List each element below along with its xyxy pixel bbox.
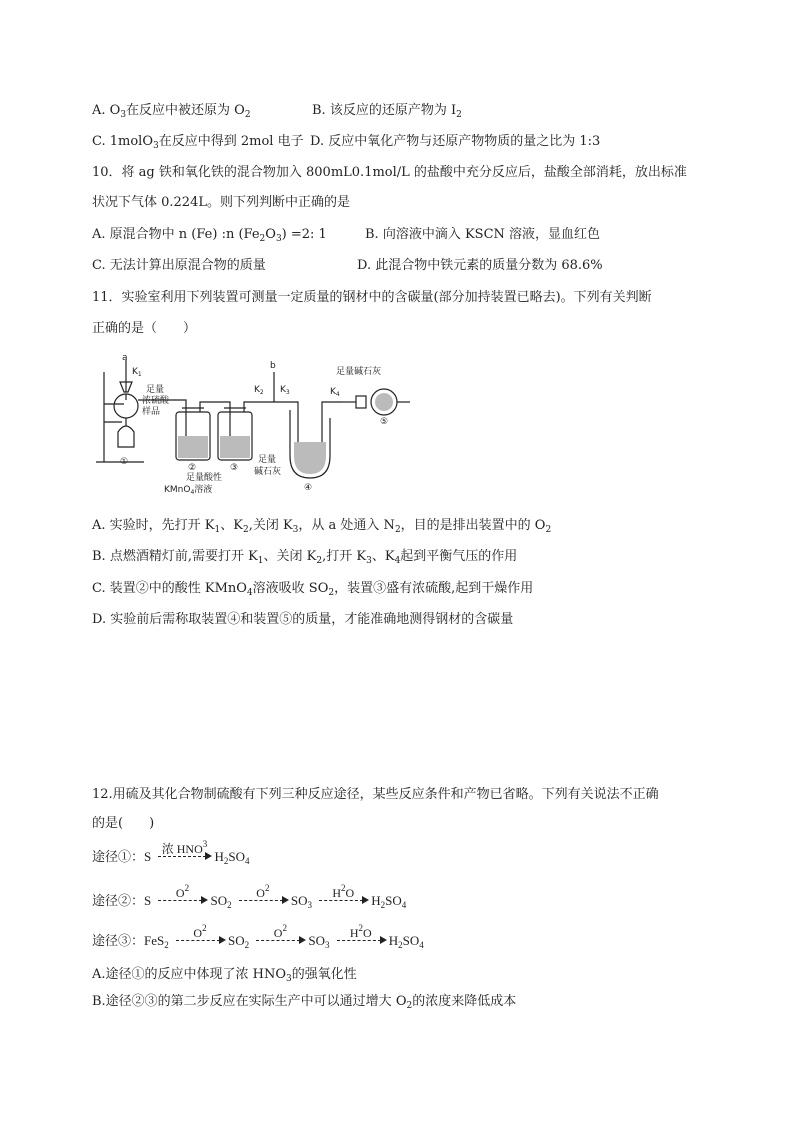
q12-option-a: A.途径①的反应中体现了浓 $HNO_3$的强氧化性 [92,967,357,984]
label-soda-lime-u1: 足量 [258,455,277,465]
alcohol-lamp [118,426,134,447]
route-1: 途径①：S 浓 HNO$^3$ $H_2SO_4$ [92,839,250,866]
route-3-arrow-3: $H^2O$ [335,932,387,946]
label-acid-2: 浓硫酸 [142,396,170,406]
label-n1: ① [120,457,129,467]
q9-option-c: C. 1molO$_3$在反应中得到 2mol 电子 [92,134,304,151]
route-3-arrow-1: $O^2$ [174,932,226,946]
tube-2-3 [200,402,230,412]
q11-stem-line1: 11．实验室利用下列装置可测量一定质量的钢材中的含碳量(部分加持装置已略去)。下列有关判断 [92,290,652,305]
q11-option-c: C. 装置②中的酸性 KMnO$_4$溶液吸收 $SO_2$，装置③盛有浓硫酸,起到干燥作用 [92,581,534,598]
route-1-arrow: 浓 HNO$^3$ [156,848,212,862]
q9-option-b: B. 该反应的还原产物为 $I_2$ [312,103,462,120]
route-2-arrow-1: $O^2$ [156,892,208,906]
label-k3: $K_3$ [280,385,290,396]
bottle-3-liquid [220,436,250,458]
label-a: a [122,353,128,363]
label-kmno4-2: KMnO$_4$溶液 [164,485,213,496]
label-sample: 样品 [142,407,161,417]
label-k1: $K_1$ [132,367,142,378]
label-n3: ③ [230,463,239,473]
label-k4: $K_4$ [330,387,340,398]
q10-option-d: D. 此混合物中铁元素的质量分数为 68.6% [357,258,603,273]
kmno4-liquid [178,436,208,458]
route-3: 途径③：FeS$_2$ $O^2$ $SO_2$ $O^2$ $SO_3$ $H^2O$ $H_2SO_4$ [92,923,424,950]
label-soda-lime-u2: 碱石灰 [254,467,282,477]
label-soda-lime-top: 足量碱石灰 [336,367,382,377]
drying-tube-neck [356,396,366,408]
route-2: 途径②：S $O^2$ $SO_2$ $O^2$ $SO_3$ $H^2O$ $H_2SO_4$ [92,883,407,910]
q10-option-a: A. 原混合物中 n (Fe) :n $(Fe_2O_3) =2$: 1 [92,227,327,244]
q11-stem-line2: 正确的是（ ） [92,321,197,336]
label-kmno4-1: 足量酸性 [186,473,223,483]
q11-option-d: D. 实验前后需称取装置④和装置⑤的质量，才能准确地测得钢材的含碳量 [92,612,514,627]
u-tube-soda-lime [294,442,326,474]
label-n5: ⑤ [380,417,389,427]
q10-option-b: B. 向溶液中滴入 KSCN 溶液，显血红色 [365,227,601,242]
q10-stem-line1: 10．将 ag 铁和氧化铁的混合物加入 800mL0.1mol/L 的盐酸中充分反应后，盐酸全部消耗，放出标准 [92,165,687,180]
q12-option-b: B.途径②③的第二步反应在实际生产中可以通过增大 $O_2$的浓度来降低成本 [92,994,517,1011]
q9-option-d: D. 反应中氧化产物与还原产物物质的量之比为 1:3 [310,134,601,149]
q9-option-a: A. $O_3$在反应中被还原为 $O_2$ [92,103,251,120]
q10-stem-line2: 状况下气体 0.224L。则下列判断中正确的是 [92,195,350,210]
label-n4: ④ [304,483,313,493]
label-b: b [270,361,276,371]
route-3-arrow-2: $O^2$ [254,932,306,946]
label-k2: $K_2$ [254,385,264,396]
q10-option-c: C. 无法计算出原混合物的质量 [92,258,266,273]
q12-stem-line1: 12.用硫及其化合物制硫酸有下列三种反应途径，某些反应条件和产物已省略。下列有关说法不正确 [92,787,659,802]
label-n2: ② [188,463,197,473]
tube-3-4 [244,402,290,412]
q11-option-b: B. 点燃酒精灯前,需要打开 $K_1$、关闭 $K_2$,打开 $K_3$、$K_4$起到平衡气压的作用 [92,549,518,566]
label-acid-1: 足量 [146,385,165,395]
q11-option-a: A. 实验时，先打开 $K_1$、$K_2$,关闭 $K_3$，从 a 处通入 $N_2$，目的是排出装置中的 $O_2$ [92,518,552,535]
soda-lime-fill [375,393,393,411]
q12-stem-line2: 的是( ) [92,816,155,831]
apparatus-figure [94,352,414,502]
route-2-arrow-2: $O^2$ [237,892,289,906]
route-2-arrow-3: $H^2O$ [317,892,369,906]
